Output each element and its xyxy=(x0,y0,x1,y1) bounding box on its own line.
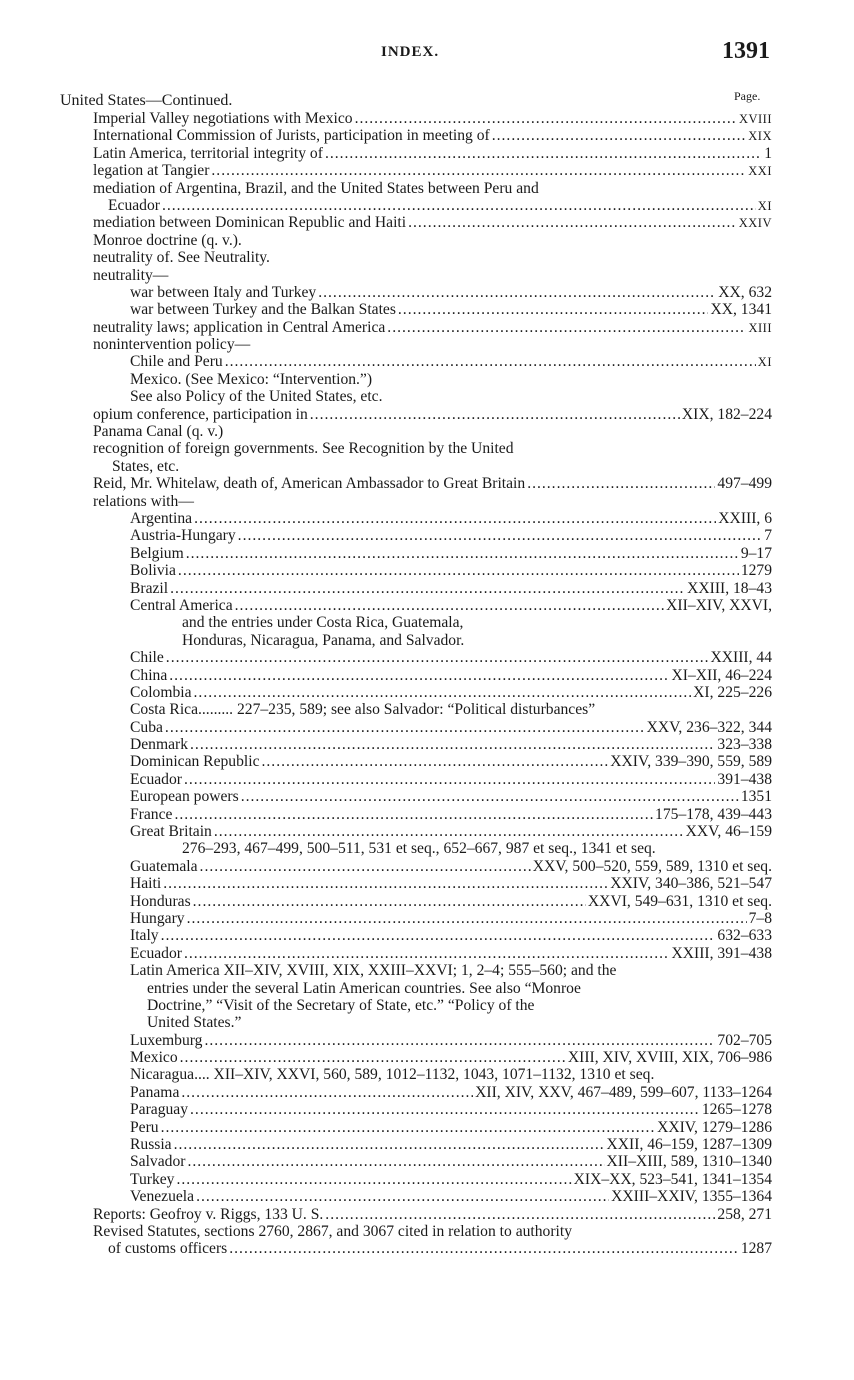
page-number: 1391 xyxy=(722,38,770,64)
entry-text: Denmark xyxy=(130,736,189,754)
entry-text: Guatemala xyxy=(130,857,198,875)
index-entry xyxy=(0,840,854,857)
leader-dots xyxy=(238,527,763,544)
entry-pages: XI–XII, 46–224 xyxy=(671,666,772,684)
leader-dots xyxy=(325,145,762,162)
index-entry xyxy=(0,562,854,579)
index-entry xyxy=(0,493,854,510)
index-entry xyxy=(0,371,854,388)
entry-text: Imperial Valley negotiations with Mexico xyxy=(93,110,353,127)
index-entry xyxy=(0,162,854,179)
section-title: United States—Continued. xyxy=(60,92,233,109)
index-entry xyxy=(0,1206,854,1223)
index-entry xyxy=(0,1119,854,1136)
entry-text: Doctrine,” “Visit of the Secretary of State, etc.” “Policy of the xyxy=(147,996,535,1014)
index-entry xyxy=(0,910,854,927)
entry-text: Reid, Mr. Whitelaw, death of, American Ambassador to Great Britain xyxy=(93,475,526,493)
entry-text: Panama Canal (q. v.) xyxy=(93,423,224,441)
leader-dots xyxy=(527,475,715,492)
entry-text: States, etc. xyxy=(112,457,180,475)
entry-text: See also Policy of the United States, etc. xyxy=(130,388,383,406)
index-entry xyxy=(0,232,854,249)
index-entry xyxy=(0,1136,854,1153)
entry-text: Dominican Republic xyxy=(130,753,260,771)
index-entry xyxy=(0,719,854,736)
entry-text: Salvador xyxy=(130,1153,186,1171)
entry-text: neutrality of. See Neutrality. xyxy=(93,249,270,267)
entry-text: Peru xyxy=(130,1118,159,1136)
leader-dots xyxy=(214,823,684,840)
entry-pages: XXII, 46–159, 1287–1309 xyxy=(606,1136,772,1154)
entry-pages: 702–705 xyxy=(717,1031,772,1049)
leader-dots xyxy=(408,214,737,231)
entry-text: war between Italy and Turkey xyxy=(130,283,317,301)
entry-pages: 1351 xyxy=(740,788,772,806)
index-entry xyxy=(0,649,854,666)
entry-pages: 497–499 xyxy=(717,475,772,493)
index-entry xyxy=(0,336,854,353)
index-entry xyxy=(0,214,854,231)
entry-pages: XXIII–XXIV, 1355–1364 xyxy=(611,1188,772,1206)
entry-text: Revised Statutes, sections 2760, 2867, and 3067 cited in relation to authority xyxy=(93,1223,572,1240)
index-entry xyxy=(0,353,854,370)
leader-dots xyxy=(187,1153,604,1170)
index-entry xyxy=(0,1101,854,1118)
entry-pages: XIX, 182–224 xyxy=(681,405,772,423)
index-entry xyxy=(0,927,854,944)
entry-text: Paraguay xyxy=(130,1101,189,1119)
index-entry xyxy=(0,945,854,962)
index-entry xyxy=(0,806,854,823)
index-entry xyxy=(0,423,854,440)
index-entry xyxy=(0,1153,854,1170)
entry-text: Cuba xyxy=(130,718,163,736)
leader-dots xyxy=(387,319,746,336)
entry-text: legation at Tangier xyxy=(93,162,210,180)
index-entry xyxy=(0,736,854,753)
leader-dots xyxy=(325,1206,715,1223)
leader-dots xyxy=(165,719,645,736)
index-entry xyxy=(0,788,854,805)
index-entry xyxy=(0,475,854,492)
leader-dots xyxy=(181,1084,473,1101)
leader-dots xyxy=(398,301,709,318)
entry-text: Bolivia xyxy=(130,562,176,580)
leader-dots xyxy=(184,771,715,788)
entry-text: Great Britain xyxy=(130,823,212,841)
leader-dots xyxy=(194,684,692,701)
entry-pages: XXIV, 340–386, 521–547 xyxy=(610,875,772,893)
entry-text: Brazil xyxy=(130,579,169,597)
index-entry xyxy=(0,858,854,875)
index-entry xyxy=(0,823,854,840)
entry-text: European powers xyxy=(130,788,239,806)
index-entry xyxy=(0,875,854,892)
index-entry xyxy=(0,284,854,301)
entry-pages: 175–178, 439–443 xyxy=(655,805,772,823)
entry-pages: XII–XIV, XXVI, xyxy=(666,596,772,614)
entry-pages: XXI xyxy=(748,164,772,179)
entry-text: and the entries under Costa Rica, Guatemala, xyxy=(182,614,464,632)
leader-dots xyxy=(318,284,716,301)
index-entry xyxy=(0,180,854,197)
index-entry xyxy=(0,249,854,266)
entry-text: Argentina xyxy=(130,509,193,527)
entry-pages: 323–338 xyxy=(717,736,772,754)
index-entry xyxy=(0,145,854,162)
leader-dots xyxy=(174,1136,605,1153)
entry-text: Russia xyxy=(130,1136,172,1154)
entry-text: entries under the several Latin American countries. See also “Monroe xyxy=(147,979,581,997)
leader-dots xyxy=(176,1171,571,1188)
entry-text: Haiti xyxy=(130,875,162,893)
entry-pages: XXIV xyxy=(738,216,772,231)
index-entry xyxy=(0,1171,854,1188)
entry-pages: XII–XIII, 589, 1310–1340 xyxy=(606,1153,772,1171)
leader-dots xyxy=(184,945,670,962)
entry-pages: 7 xyxy=(764,527,772,545)
entry-text: Mexico. (See Mexico: “Intervention.”) xyxy=(130,370,373,388)
index-entry xyxy=(0,771,854,788)
index-entry xyxy=(0,1032,854,1049)
index-entry xyxy=(0,997,854,1014)
entry-pages: XVIII xyxy=(738,112,772,126)
entry-text: France xyxy=(130,805,173,823)
entry-pages: XXIII, 44 xyxy=(710,649,772,667)
entry-text: Monroe doctrine (q. v.). xyxy=(93,231,242,249)
index-entry xyxy=(0,1223,854,1240)
entry-pages: 391–438 xyxy=(717,770,772,788)
leader-dots xyxy=(161,927,716,944)
index-entry xyxy=(0,597,854,614)
entry-pages: XXIII, 391–438 xyxy=(671,944,772,962)
leader-dots xyxy=(190,736,715,753)
index-entry xyxy=(0,510,854,527)
entry-pages: 7–8 xyxy=(748,909,772,927)
entry-pages: 632–633 xyxy=(717,927,772,945)
page-header xyxy=(0,38,854,68)
entry-pages: XI xyxy=(757,198,772,213)
index-entry xyxy=(0,301,854,318)
index-entry xyxy=(0,1014,854,1031)
leader-dots xyxy=(186,545,739,562)
entry-pages: XXV, 500–520, 559, 589, 1310 et seq. xyxy=(532,857,772,875)
leader-dots xyxy=(161,1119,655,1136)
entry-text: Central America xyxy=(130,596,233,614)
entry-pages: XXIV, 1279–1286 xyxy=(657,1118,772,1136)
leader-dots xyxy=(492,127,747,144)
leader-dots xyxy=(204,1032,715,1049)
leader-dots xyxy=(193,893,586,910)
leader-dots xyxy=(174,806,653,823)
entry-text: Ecuador xyxy=(130,944,182,962)
index-entry xyxy=(0,545,854,562)
entry-pages: 1 xyxy=(764,144,772,162)
index-entry xyxy=(0,1188,854,1205)
index-entry xyxy=(0,1049,854,1066)
leader-dots xyxy=(355,110,737,127)
entry-text: Ecuador xyxy=(130,770,182,788)
entry-text: war between Turkey and the Balkan States xyxy=(130,301,396,319)
index-entry xyxy=(0,527,854,544)
entry-pages: 1287 xyxy=(740,1240,772,1258)
entry-text: 276–293, 467–499, 500–511, 531 et seq., 652–667, 987 et seq., 1341 et seq. xyxy=(182,840,656,858)
leader-dots xyxy=(211,162,746,179)
entry-text: of customs officers xyxy=(108,1240,228,1258)
index-entry xyxy=(0,701,854,718)
leader-dots xyxy=(162,197,756,214)
entry-text: Latin America, territorial integrity of xyxy=(93,144,323,162)
entry-text: Reports: Geofroy v. Riggs, 133 U. S. xyxy=(93,1205,324,1223)
entry-pages: XXIII, 18–43 xyxy=(687,579,772,597)
entry-text: Chile and Peru xyxy=(130,353,223,371)
leader-dots xyxy=(310,406,680,423)
entry-text: Hungary xyxy=(130,909,185,927)
index-entry xyxy=(0,197,854,214)
entry-pages: XIII, XIV, XVIII, XIX, 706–986 xyxy=(567,1049,772,1067)
running-head: INDEX. xyxy=(381,44,440,60)
entry-text: opium conference, participation in xyxy=(93,405,308,423)
leader-dots xyxy=(241,788,739,805)
entry-text: Turkey xyxy=(130,1170,175,1188)
entry-pages: XI xyxy=(757,355,772,370)
entry-pages: XX, 1341 xyxy=(710,301,772,319)
index-entry xyxy=(0,1066,854,1083)
entry-text: Latin America XII–XIV, XVIII, XIX, XXIII–XXVI; 1, 2–4; 555–560; and the xyxy=(130,962,617,980)
entry-text: Honduras, Nicaragua, Panama, and Salvador. xyxy=(182,631,465,649)
index-entry xyxy=(0,893,854,910)
leader-dots xyxy=(169,667,669,684)
entry-text: Luxemburg xyxy=(130,1031,203,1049)
entry-text: mediation of Argentina, Brazil, and the United States between Peru and xyxy=(93,179,539,197)
index-entry xyxy=(0,1240,854,1257)
entry-text: Mexico xyxy=(130,1049,178,1067)
entry-pages: XII, XIV, XXV, 467–489, 599–607, 1133–1264 xyxy=(475,1083,772,1101)
leader-dots xyxy=(180,1049,566,1066)
index-entry xyxy=(0,753,854,770)
index-entry xyxy=(0,406,854,423)
entry-text: Belgium xyxy=(130,544,184,562)
entry-text: Italy xyxy=(130,927,159,945)
entry-pages: XXIII, 6 xyxy=(718,509,772,527)
entry-text: nonintervention policy— xyxy=(93,336,251,354)
entry-text: recognition of foreign governments. See Recognition by the United xyxy=(93,440,514,458)
entry-text: relations with— xyxy=(93,492,194,510)
index-entry xyxy=(0,458,854,475)
entry-text: Chile xyxy=(130,649,164,667)
entry-text: International Commission of Jurists, participation in meeting of xyxy=(93,127,490,145)
index-entry xyxy=(0,319,854,336)
entry-text: Colombia xyxy=(130,683,192,701)
leader-dots xyxy=(163,875,608,892)
entry-text: Nicaragua.... XII–XIV, XXVI, 560, 589, 1012–1132, 1043, 1071–1132, 1310 et seq. xyxy=(130,1066,655,1084)
index-entry xyxy=(0,580,854,597)
entry-text: neutrality laws; application in Central America xyxy=(93,318,386,336)
entry-text: Panama xyxy=(130,1083,180,1101)
entry-text: Honduras xyxy=(130,892,191,910)
leader-dots xyxy=(170,580,685,597)
entry-text: Venezuela xyxy=(130,1188,195,1206)
entry-text: Ecuador xyxy=(108,196,160,214)
entry-pages: 1279 xyxy=(740,562,772,580)
index-entry xyxy=(0,632,854,649)
leader-dots xyxy=(190,1101,700,1118)
index-entry xyxy=(0,267,854,284)
index-entry xyxy=(0,127,854,144)
index-entry xyxy=(0,1084,854,1101)
entry-pages: XXVI, 549–631, 1310 et seq. xyxy=(587,892,772,910)
index-entry xyxy=(0,614,854,631)
entry-text: China xyxy=(130,666,168,684)
leader-dots xyxy=(178,562,739,579)
leader-dots xyxy=(235,597,665,614)
entry-text: neutrality— xyxy=(93,266,169,284)
leader-dots xyxy=(194,510,716,527)
index-entry xyxy=(0,684,854,701)
leader-dots xyxy=(166,649,709,666)
entry-pages: XIII xyxy=(748,320,772,335)
entry-text: Costa Rica......... 227–235, 589; see also Salvador: “Political disturbances” xyxy=(130,701,596,719)
entry-pages: 9–17 xyxy=(740,544,772,562)
leader-dots xyxy=(229,1240,739,1257)
index-entry xyxy=(0,962,854,979)
entry-text: mediation between Dominican Republic and Haiti xyxy=(93,214,407,232)
page-column-label: Page. xyxy=(734,89,761,103)
index-entry xyxy=(0,110,854,127)
entry-text: Austria-Hungary xyxy=(130,527,236,545)
leader-dots xyxy=(225,353,756,370)
index-entry xyxy=(0,440,854,457)
index-entry xyxy=(0,980,854,997)
leader-dots xyxy=(187,910,747,927)
index-entry xyxy=(0,667,854,684)
entry-pages: 1265–1278 xyxy=(701,1101,772,1119)
entry-pages: XI, 225–226 xyxy=(693,683,772,701)
leader-dots xyxy=(200,858,531,875)
entry-pages: XIX xyxy=(748,129,772,144)
entry-pages: XXIV, 339–390, 559, 589 xyxy=(610,753,772,771)
index-entry xyxy=(0,388,854,405)
entry-pages: XX, 632 xyxy=(718,283,772,301)
index-entries xyxy=(0,110,854,1258)
entry-pages: XIX–XX, 523–541, 1341–1354 xyxy=(573,1170,772,1188)
entry-text: United States.” xyxy=(147,1014,242,1032)
entry-pages: XXV, 46–159 xyxy=(685,823,772,841)
entry-pages: 258, 271 xyxy=(717,1205,772,1223)
leader-dots xyxy=(196,1188,609,1205)
entry-pages: XXV, 236–322, 344 xyxy=(646,718,772,736)
leader-dots xyxy=(262,753,609,770)
